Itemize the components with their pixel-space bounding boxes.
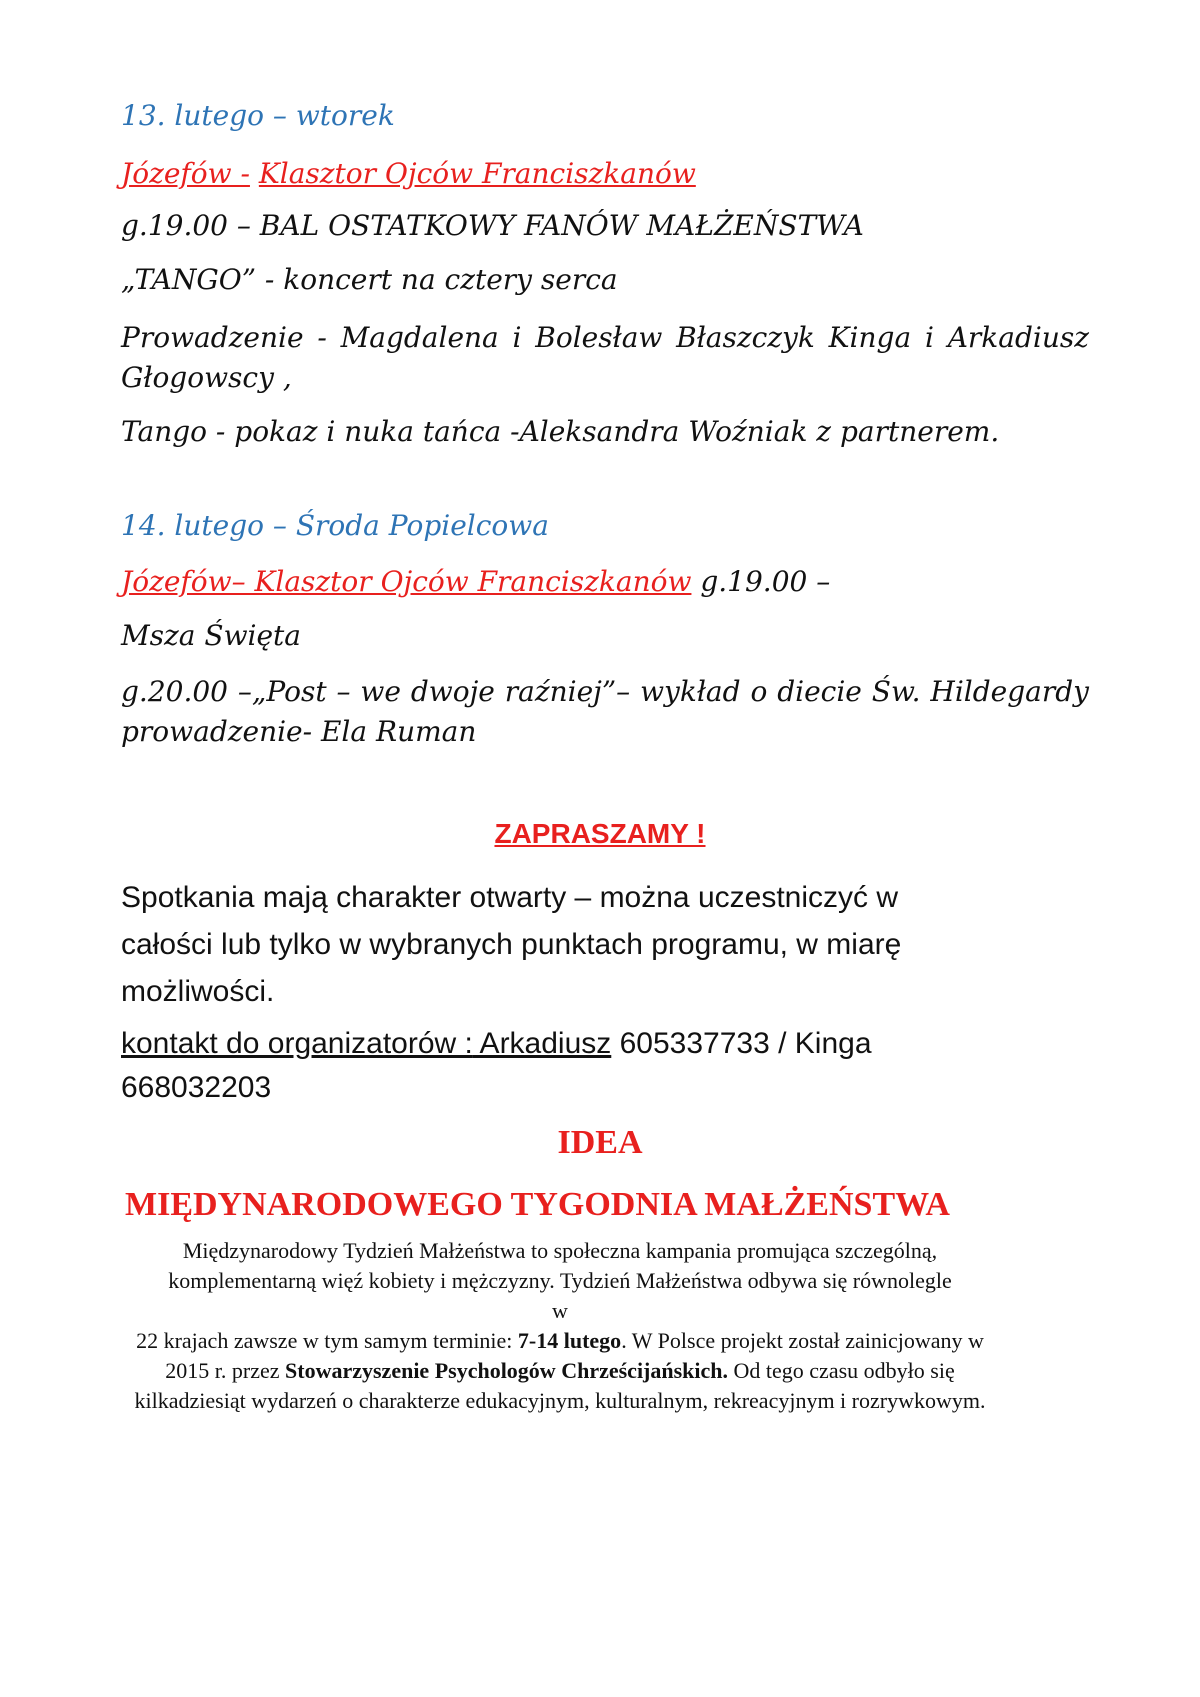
- idea-paragraph: [120, 1236, 1000, 1416]
- day2-date: 14. lutego – Środa Popielcowa: [121, 509, 549, 542]
- day1-place-monastery: Klasztor Ojców Franciszkanów: [258, 157, 696, 190]
- idea-dates: 7-14 lutego: [517, 1328, 622, 1353]
- day1-tango-show: Tango - pokaz i nuka tańca -Aleksandra Woźniak z partnerem.: [121, 415, 1000, 448]
- day1-date: 13. lutego – wtorek: [121, 99, 395, 132]
- idea-p3c: . W Polsce projekt został zainicjowany w 2015 r. przez: [165, 1328, 984, 1383]
- idea-p1: Międzynarodowy Tydzień Małżeństwa to społeczna kampania promująca szczególną, komplementarną więź kobiety i mężczyzny. Tydzień Małżeństwa odbywa się równolegle: [168, 1238, 952, 1293]
- day1-event-ball: g.19.00 – BAL OSTATKOWY FANÓW MAŁŻEŃSTWA: [121, 209, 864, 242]
- contact-numbers: 605337733 / Kinga 668032203: [121, 1027, 872, 1104]
- idea-title: IDEA: [557, 1124, 643, 1161]
- day2-place-line: [121, 562, 830, 602]
- day2-lecture: g.20.00 –„Post – we dwoje raźniej”– wykład o diecie Św. Hildegardy prowadzenie- Ela Ruman: [121, 675, 1089, 748]
- day2-time: g.19.00 –: [691, 565, 831, 598]
- day1-hosts: Prowadzenie - Magdalena i Bolesław Błaszczyk Kinga i Arkadiusz Głogowscy ,: [121, 321, 1089, 394]
- day1-place: [121, 154, 696, 194]
- idea-p3: [120, 1326, 1000, 1416]
- day2-mass: Msza Święta: [121, 619, 302, 652]
- contact-arkadiusz: Arkadiusz: [472, 1027, 612, 1060]
- invite-title-text: ZAPRASZAMY !: [494, 818, 706, 849]
- day2-place: Józefów– Klasztor Ojców Franciszkanów: [121, 565, 692, 598]
- idea-subtitle: MIĘDYNARODOWEGO TYGODNIA MAŁŻEŃSTWA: [125, 1186, 950, 1223]
- invite-text: Spotkania mają charakter otwarty – można uczestniczyć w całości lub tylko w wybranych punktach programu, w miarę możliwości.: [121, 881, 902, 1008]
- contact-label[interactable]: kontakt do organizatorów :: [121, 1027, 473, 1060]
- idea-p3e: Od tego czasu odbyło się kilkadziesiąt wydarzeń o charakterze edukacyjnym, kulturalnym, rekreacyjnym i rozrywkowym.: [134, 1358, 986, 1413]
- idea-association: Stowarzyszenie Psychologów Chrześcijańskich.: [285, 1358, 729, 1383]
- day1-place-town: Józefów -: [121, 157, 250, 190]
- day1-event-tango: „TANGO” - koncert na cztery serca: [121, 263, 618, 296]
- idea-p3a: 22 krajach zawsze w tym samym terminie:: [136, 1328, 518, 1353]
- contact-line: [121, 1022, 941, 1110]
- invite-title: [0, 818, 1200, 850]
- idea-p2: w: [552, 1298, 568, 1323]
